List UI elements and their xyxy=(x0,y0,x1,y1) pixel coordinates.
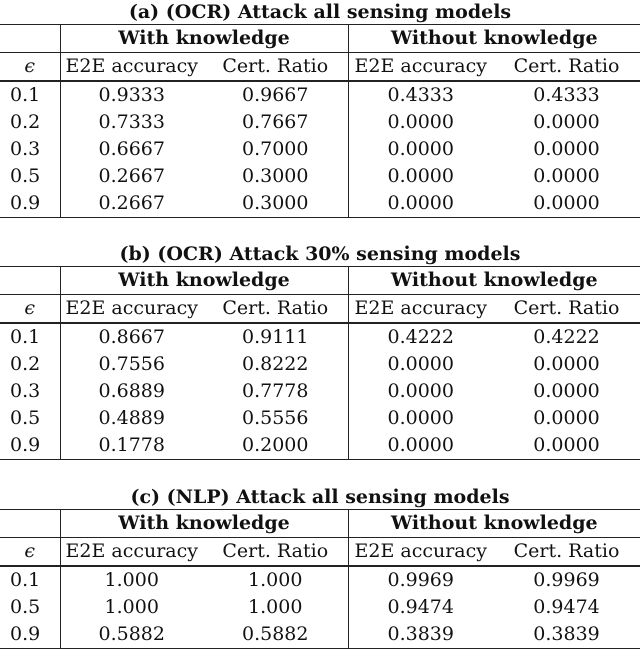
without-e2e-cell: 0.4222 xyxy=(348,323,493,351)
without-e2e-cell: 0.0000 xyxy=(348,190,493,218)
epsilon-header: ϵ xyxy=(24,297,36,319)
table-caption: (b) (OCR) Attack 30% sensing models xyxy=(119,243,521,265)
col-header-e2e-without: E2E accuracy xyxy=(348,538,493,567)
epsilon-header: ϵ xyxy=(24,540,36,562)
group-header-without-knowledge: Without knowledge xyxy=(348,25,640,53)
table-a xyxy=(0,0,640,218)
with-e2e-cell: 0.7333 xyxy=(60,109,203,136)
with-cert-cell: 1.000 xyxy=(248,569,303,591)
with-e2e-cell: 0.9333 xyxy=(60,81,203,109)
epsilon-header: ϵ xyxy=(24,55,36,77)
table-caption: (a) (OCR) Attack all sensing models xyxy=(128,1,512,23)
epsilon-cell: 0.1 xyxy=(10,569,41,591)
without-cert-cell: 0.0000 xyxy=(533,165,600,187)
group-header-with-knowledge: With knowledge xyxy=(60,510,348,538)
with-cert-cell: 0.7667 xyxy=(242,111,309,133)
without-cert-cell: 0.0000 xyxy=(533,192,600,214)
col-header-cert-without: Cert. Ratio xyxy=(513,540,620,562)
table-caption: (c) (NLP) Attack all sensing models xyxy=(130,486,510,508)
epsilon-cell: 0.5 xyxy=(10,407,41,429)
col-header-e2e-without: E2E accuracy xyxy=(348,295,493,324)
without-e2e-cell: 0.0000 xyxy=(348,109,493,136)
col-header-cert-with: Cert. Ratio xyxy=(222,297,329,319)
without-e2e-cell: 0.0000 xyxy=(348,405,493,432)
table-row xyxy=(0,405,640,432)
with-e2e-cell: 0.8667 xyxy=(60,323,203,351)
table-row xyxy=(0,378,640,405)
with-cert-cell: 0.3000 xyxy=(242,165,309,187)
with-cert-cell: 0.9667 xyxy=(242,84,309,106)
group-header-without-knowledge: Without knowledge xyxy=(348,267,640,295)
col-header-cert-with: Cert. Ratio xyxy=(222,55,329,77)
without-e2e-cell: 0.3839 xyxy=(348,621,493,649)
header-empty xyxy=(0,25,60,53)
epsilon-cell: 0.5 xyxy=(10,596,41,618)
table-row xyxy=(0,109,640,136)
epsilon-cell: 0.9 xyxy=(10,192,41,214)
table-row xyxy=(0,351,640,378)
with-cert-cell: 0.7000 xyxy=(242,138,309,160)
col-header-e2e-with: E2E accuracy xyxy=(60,53,203,82)
without-cert-cell: 0.0000 xyxy=(533,407,600,429)
without-e2e-cell: 0.0000 xyxy=(348,136,493,163)
table-row xyxy=(0,163,640,190)
with-cert-cell: 0.5556 xyxy=(242,407,309,429)
col-header-cert-without: Cert. Ratio xyxy=(513,55,620,77)
with-e2e-cell: 1.000 xyxy=(60,566,203,594)
header-empty xyxy=(0,510,60,538)
without-cert-cell: 0.0000 xyxy=(533,353,600,375)
with-e2e-cell: 0.6889 xyxy=(60,378,203,405)
with-cert-cell: 0.8222 xyxy=(242,353,309,375)
epsilon-cell: 0.9 xyxy=(10,623,41,645)
table-row xyxy=(0,432,640,460)
without-cert-cell: 0.0000 xyxy=(533,380,600,402)
results-table xyxy=(0,509,640,649)
table-row xyxy=(0,190,640,218)
col-header-e2e-with: E2E accuracy xyxy=(60,295,203,324)
without-cert-cell: 0.9969 xyxy=(533,569,600,591)
results-table xyxy=(0,24,640,218)
col-header-cert-with: Cert. Ratio xyxy=(222,540,329,562)
epsilon-cell: 0.5 xyxy=(10,165,41,187)
table-row xyxy=(0,323,640,351)
table-b xyxy=(0,242,640,460)
without-cert-cell: 0.9474 xyxy=(533,596,600,618)
with-e2e-cell: 0.1778 xyxy=(60,432,203,460)
without-cert-cell: 0.4222 xyxy=(533,326,600,348)
group-header-with-knowledge: With knowledge xyxy=(60,25,348,53)
table-c xyxy=(0,485,640,649)
epsilon-cell: 0.1 xyxy=(10,326,41,348)
with-cert-cell: 0.2000 xyxy=(242,434,309,456)
header-empty xyxy=(0,267,60,295)
epsilon-cell: 0.9 xyxy=(10,434,41,456)
table-row xyxy=(0,566,640,594)
without-cert-cell: 0.0000 xyxy=(533,138,600,160)
with-e2e-cell: 0.4889 xyxy=(60,405,203,432)
with-e2e-cell: 0.6667 xyxy=(60,136,203,163)
col-header-cert-without: Cert. Ratio xyxy=(513,297,620,319)
without-e2e-cell: 0.0000 xyxy=(348,378,493,405)
without-e2e-cell: 0.0000 xyxy=(348,163,493,190)
results-table xyxy=(0,266,640,460)
without-e2e-cell: 0.9474 xyxy=(348,594,493,621)
group-header-without-knowledge: Without knowledge xyxy=(348,510,640,538)
without-e2e-cell: 0.0000 xyxy=(348,432,493,460)
with-cert-cell: 0.5882 xyxy=(242,623,309,645)
with-cert-cell: 0.9111 xyxy=(242,326,309,348)
epsilon-cell: 0.3 xyxy=(10,380,41,402)
without-e2e-cell: 0.4333 xyxy=(348,81,493,109)
without-cert-cell: 0.3839 xyxy=(533,623,600,645)
with-e2e-cell: 1.000 xyxy=(60,594,203,621)
without-cert-cell: 0.4333 xyxy=(533,84,600,106)
with-e2e-cell: 0.2667 xyxy=(60,163,203,190)
col-header-e2e-with: E2E accuracy xyxy=(60,538,203,567)
without-cert-cell: 0.0000 xyxy=(533,111,600,133)
table-row xyxy=(0,81,640,109)
with-e2e-cell: 0.7556 xyxy=(60,351,203,378)
with-e2e-cell: 0.2667 xyxy=(60,190,203,218)
epsilon-cell: 0.1 xyxy=(10,84,41,106)
with-cert-cell: 0.7778 xyxy=(242,380,309,402)
with-cert-cell: 0.3000 xyxy=(242,192,309,214)
table-row xyxy=(0,136,640,163)
with-cert-cell: 1.000 xyxy=(248,596,303,618)
table-row xyxy=(0,621,640,649)
epsilon-cell: 0.3 xyxy=(10,138,41,160)
without-e2e-cell: 0.9969 xyxy=(348,566,493,594)
without-e2e-cell: 0.0000 xyxy=(348,351,493,378)
with-e2e-cell: 0.5882 xyxy=(60,621,203,649)
epsilon-cell: 0.2 xyxy=(10,353,41,375)
group-header-with-knowledge: With knowledge xyxy=(60,267,348,295)
table-row xyxy=(0,594,640,621)
without-cert-cell: 0.0000 xyxy=(533,434,600,456)
col-header-e2e-without: E2E accuracy xyxy=(348,53,493,82)
epsilon-cell: 0.2 xyxy=(10,111,41,133)
